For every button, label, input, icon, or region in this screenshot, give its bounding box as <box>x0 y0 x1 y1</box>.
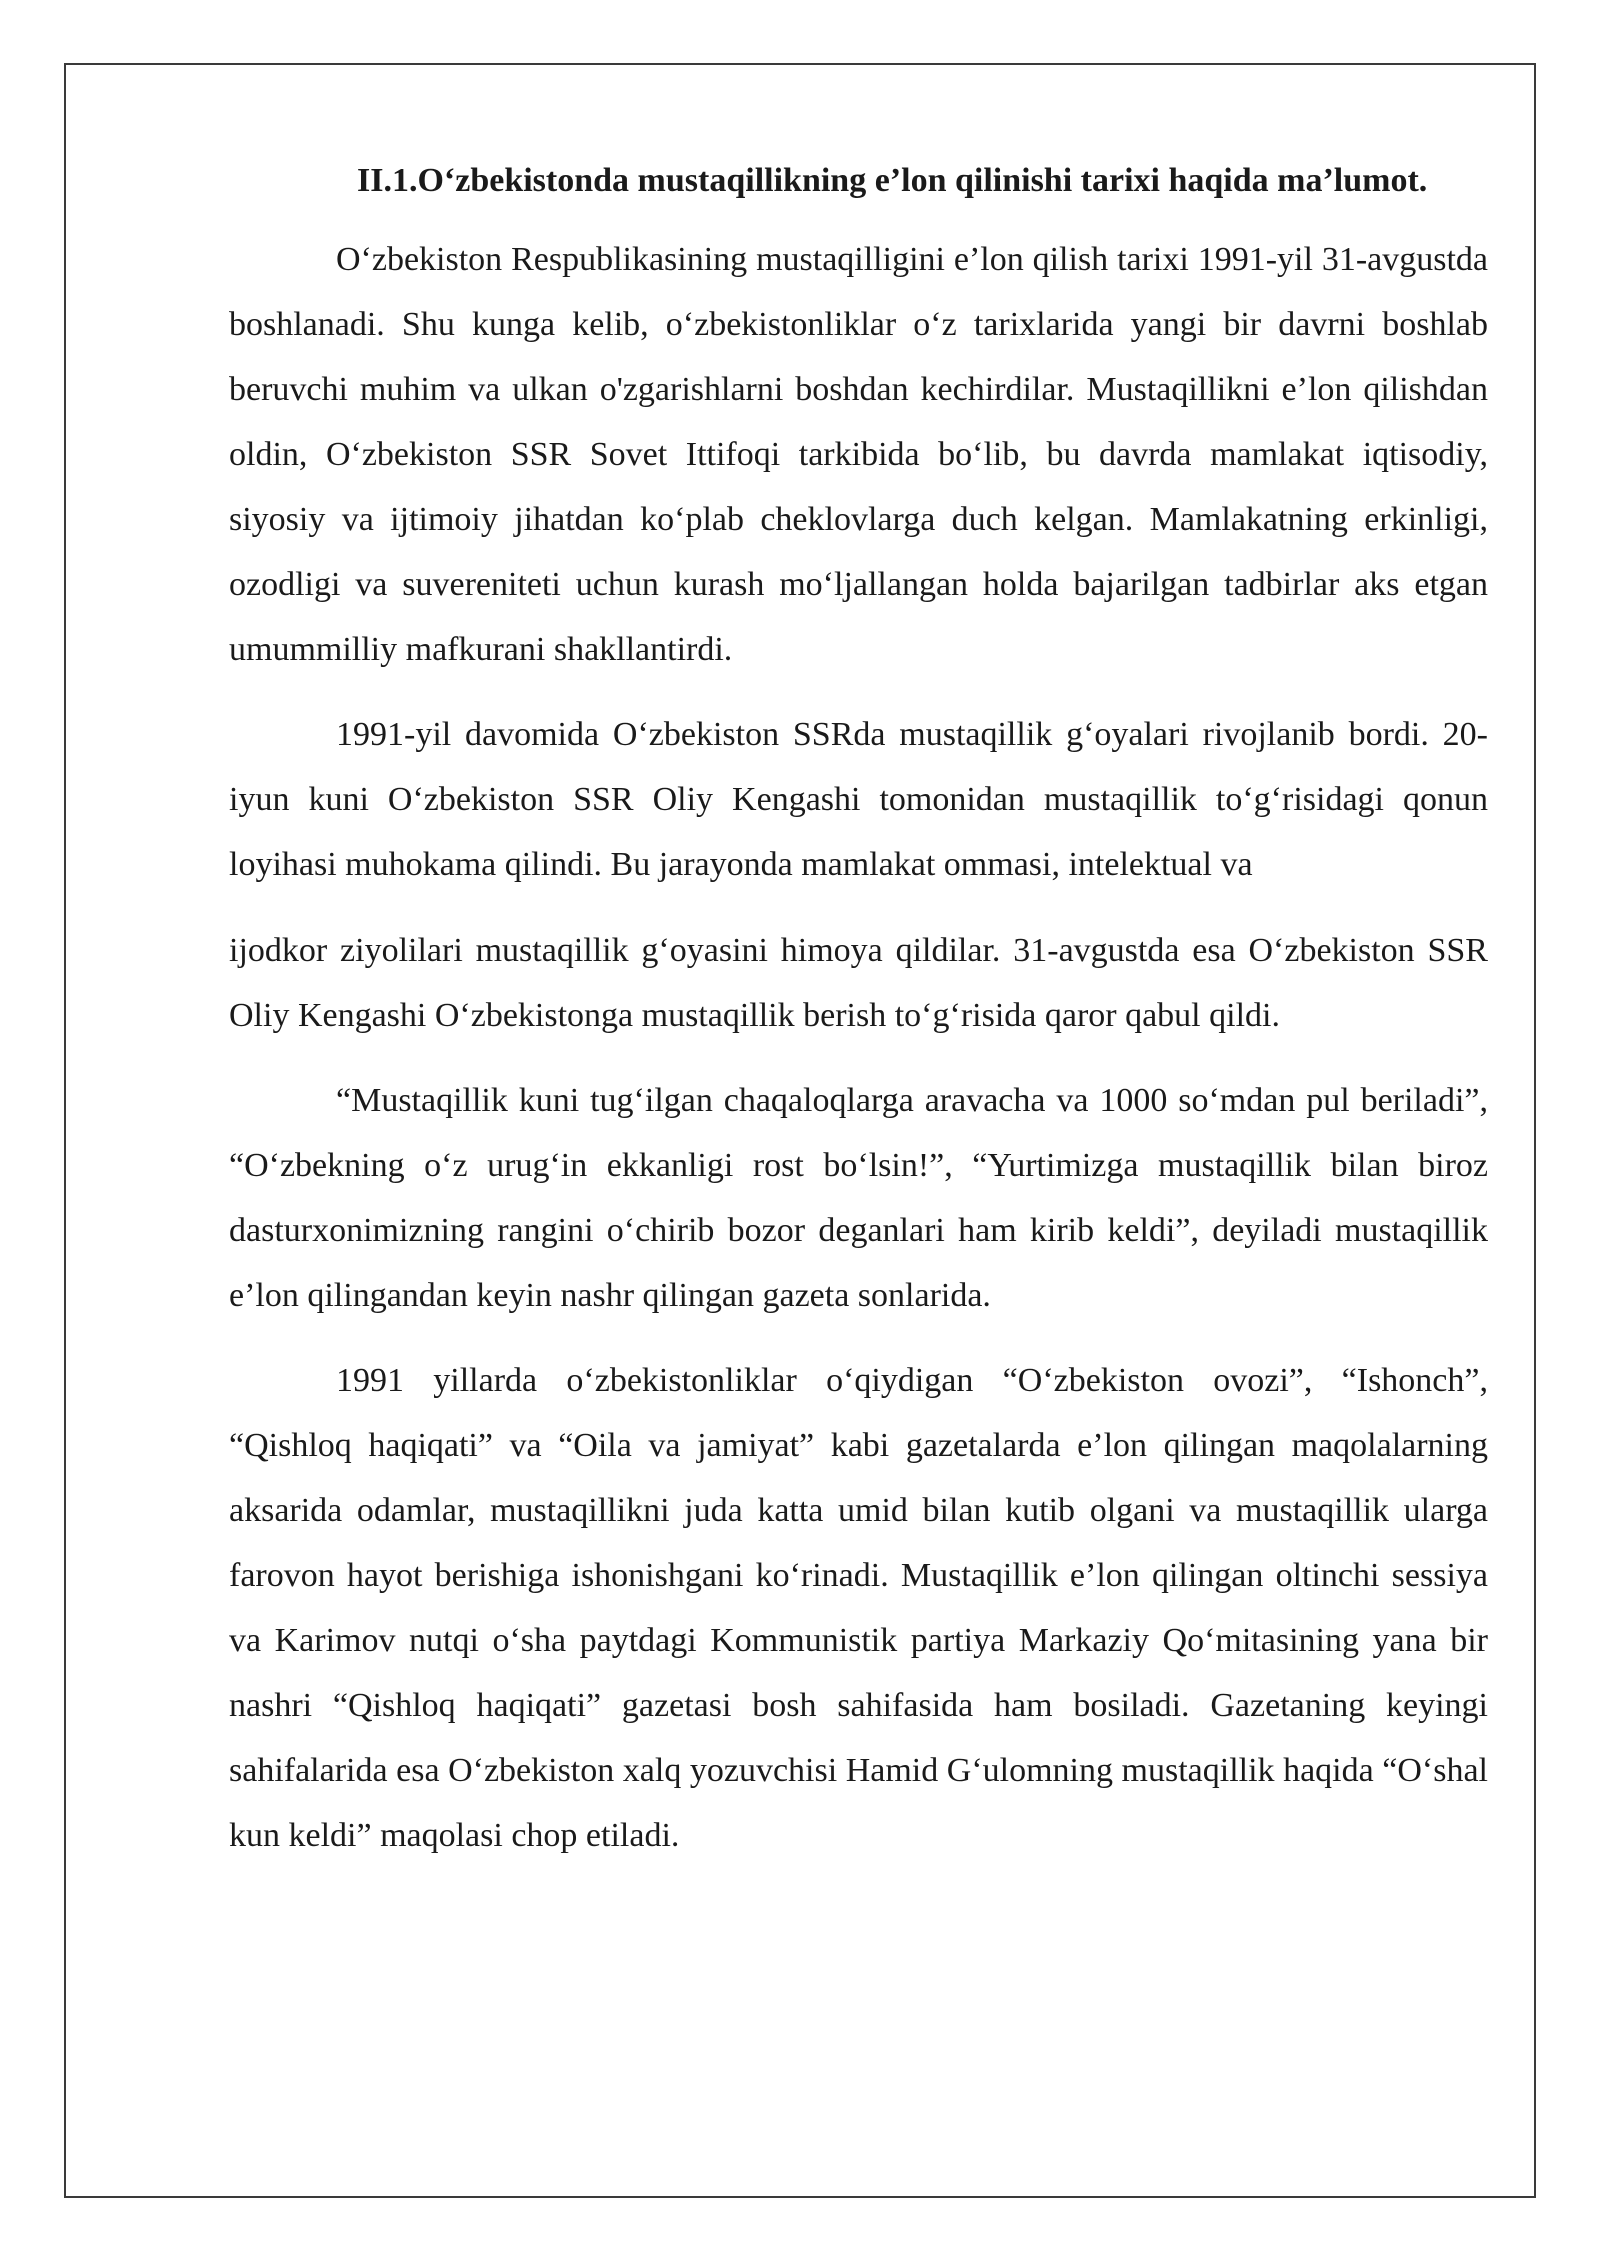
paragraph-3: “Mustaqillik kuni tug‘ilgan chaqaloqlarga aravacha va 1000 so‘mdan pul beriladi”, “O‘zbekning o‘z urug‘in ekkanligi rost bo‘lsin!”, “Yurtimizga mustaqillik bilan biroz dasturxonimizning rangini o‘chirib bozor deganlari ham kirib keldi”, deyiladi mustaqillik e’lon qilingandan keyin nashr qilingan gazeta sonlarida. <box>229 1082 1488 1314</box>
paragraph-1: O‘zbekiston Respublikasining mustaqilligini e’lon qilish tarixi 1991-yil 31-avgustda boshlanadi. Shu kunga kelib, o‘zbekistonliklar o‘z tarixlarida yangi bir davrni boshlab beruvchi muhim va ulkan o'zgarishlarni boshdan kechirdilar. Mustaqillikni e’lon qilishdan oldin, O‘zbekiston SSR Sovet Ittifoqi tarkibida bo‘lib, bu davrda mamlakat iqtisodiy, siyosiy va ijtimoiy jihatdan ko‘plab cheklovlarga duch kelgan. Mamlakatning erkinligi, ozodligi va suvereniteti uchun kurash mo‘ljallangan holda bajarilgan tadbirlar aks etgan umummilliy mafkurani shakllantirdi. <box>229 241 1488 668</box>
section-heading: II.1.O‘zbekistonda mustaqillikning e’lon qilinishi tarixi haqida ma’lumot. <box>357 162 1428 199</box>
paragraph-4: 1991 yillarda o‘zbekistonliklar o‘qiydigan “O‘zbekiston ovozi”, “Ishonch”, “Qishloq haqiqati” va “Oila va jamiyat” kabi gazetalarda e’lon qilingan maqolalarning aksarida odamlar, mustaqillikni juda katta umid bilan kutib olgani va mustaqillik ularga farovon hayot berishiga ishonishgani ko‘rinadi. Mustaqillik e’lon qilingan oltinchi sessiya va Karimov nutqi o‘sha paytdagi Kommunistik partiya Markaziy Qo‘mitasining yana bir nashri “Qishloq haqiqati” gazetasi bosh sahifasida ham bosiladi. Gazetaning keyingi sahifalarida esa O‘zbekiston xalq yozuvchisi Hamid G‘ulomning mustaqillik haqida “O‘shal kun keldi” maqolasi chop etiladi. <box>229 1362 1488 1854</box>
paragraph-2-continued: ijodkor ziyolilari mustaqillik g‘oyasini himoya qildilar. 31-avgustda esa O‘zbekiston SSR Oliy Kengashi O‘zbekistonga mustaqillik berish to‘g‘risida qaror qabul qildi. <box>229 932 1488 1034</box>
document-body <box>229 148 1488 1888</box>
paragraph-2: 1991-yil davomida O‘zbekiston SSRda mustaqillik g‘oyalari rivojlanib bordi. 20-iyun kuni O‘zbekiston SSR Oliy Kengashi tomonidan mustaqillik to‘g‘risidagi qonun loyihasi muhokama qilindi. Bu jarayonda mamlakat ommasi, intelektual va <box>229 716 1488 883</box>
